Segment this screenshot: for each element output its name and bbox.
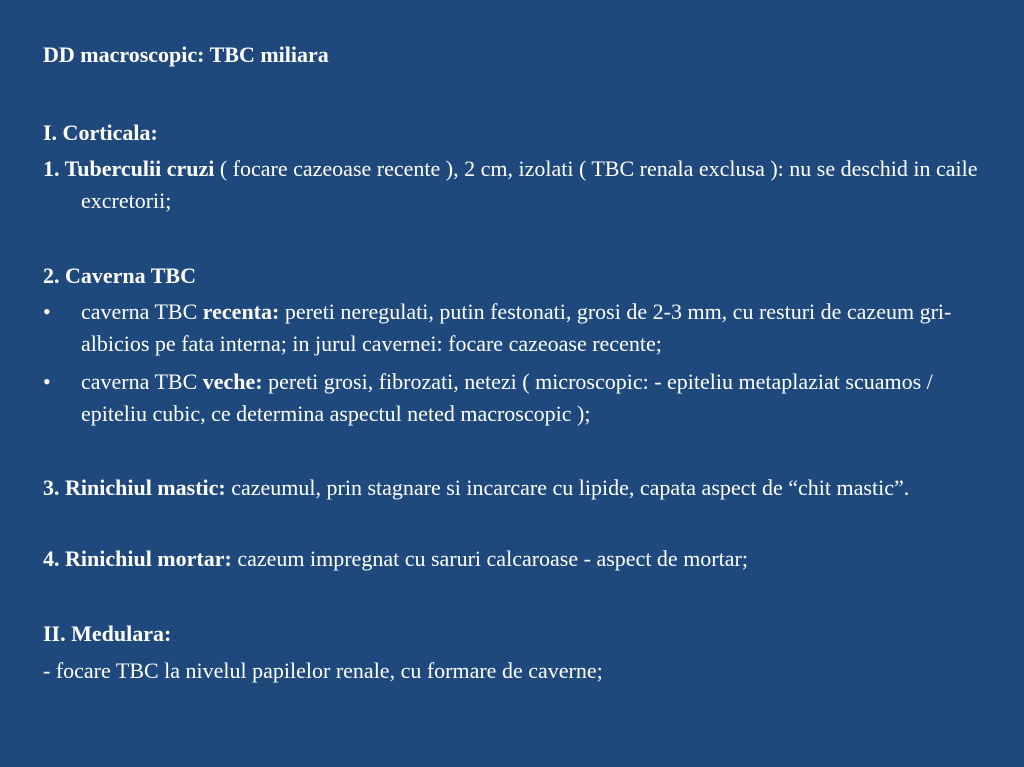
item-rinichiul-mortar xyxy=(43,543,983,575)
item-tuberculii-cruzi-label: 1. Tuberculii cruzi xyxy=(43,156,215,181)
item-tuberculii-cruzi-text: ( focare cazeoase recente ), 2 cm, izolati ( TBC renala exclusa ): nu se deschid in caile excretorii; xyxy=(81,156,978,213)
bullet-icon: • xyxy=(43,299,51,324)
bullet-text: pereti grosi, fibrozati, netezi ( microscopic: - epiteliu metaplaziat scuamos / epiteliu cubic, ce determina aspectul neted macroscopic ); xyxy=(81,369,933,426)
section-corticala-heading: I. Corticala: xyxy=(43,120,158,145)
item-rinichiul-mastic xyxy=(43,472,983,504)
bullet-icon: • xyxy=(43,369,51,394)
item-caverna-heading xyxy=(43,260,196,292)
section-medulara-text: - focare TBC la nivelul papilelor renale, cu formare de caverne; xyxy=(43,658,603,683)
item-rinichiul-mastic-text: cazeumul, prin stagnare si incarcare cu lipide, capata aspect de “chit mastic”. xyxy=(225,475,910,500)
slide-title: DD macroscopic: TBC miliara xyxy=(43,42,329,67)
item-rinichiul-mortar-text: cazeum impregnat cu saruri calcaroase - aspect de mortar; xyxy=(231,546,748,571)
item-rinichiul-mastic-label: 3. Rinichiul mastic: xyxy=(43,475,226,500)
bullet-caverna-veche xyxy=(43,366,983,430)
bullet-text: pereti neregulati, putin festonati, grosi de 2-3 mm, cu resturi de cazeum gri-albicios pe fata interna; in jurul cavernei: focare cazeoase recente; xyxy=(81,299,952,356)
bullet-caverna-recenta xyxy=(43,296,983,360)
bullet-prefix: caverna TBC xyxy=(81,299,203,324)
caverna-heading-text: 2. Caverna TBC xyxy=(43,263,196,288)
bullet-prefix: caverna TBC xyxy=(81,369,203,394)
section-medulara-heading: II. Medulara: xyxy=(43,621,172,646)
item-tuberculii-cruzi xyxy=(43,153,983,217)
bullet-bold: recenta: xyxy=(202,299,280,324)
item-rinichiul-mortar-label: 4. Rinichiul mortar: xyxy=(43,546,232,571)
bullet-bold: veche: xyxy=(202,369,263,394)
